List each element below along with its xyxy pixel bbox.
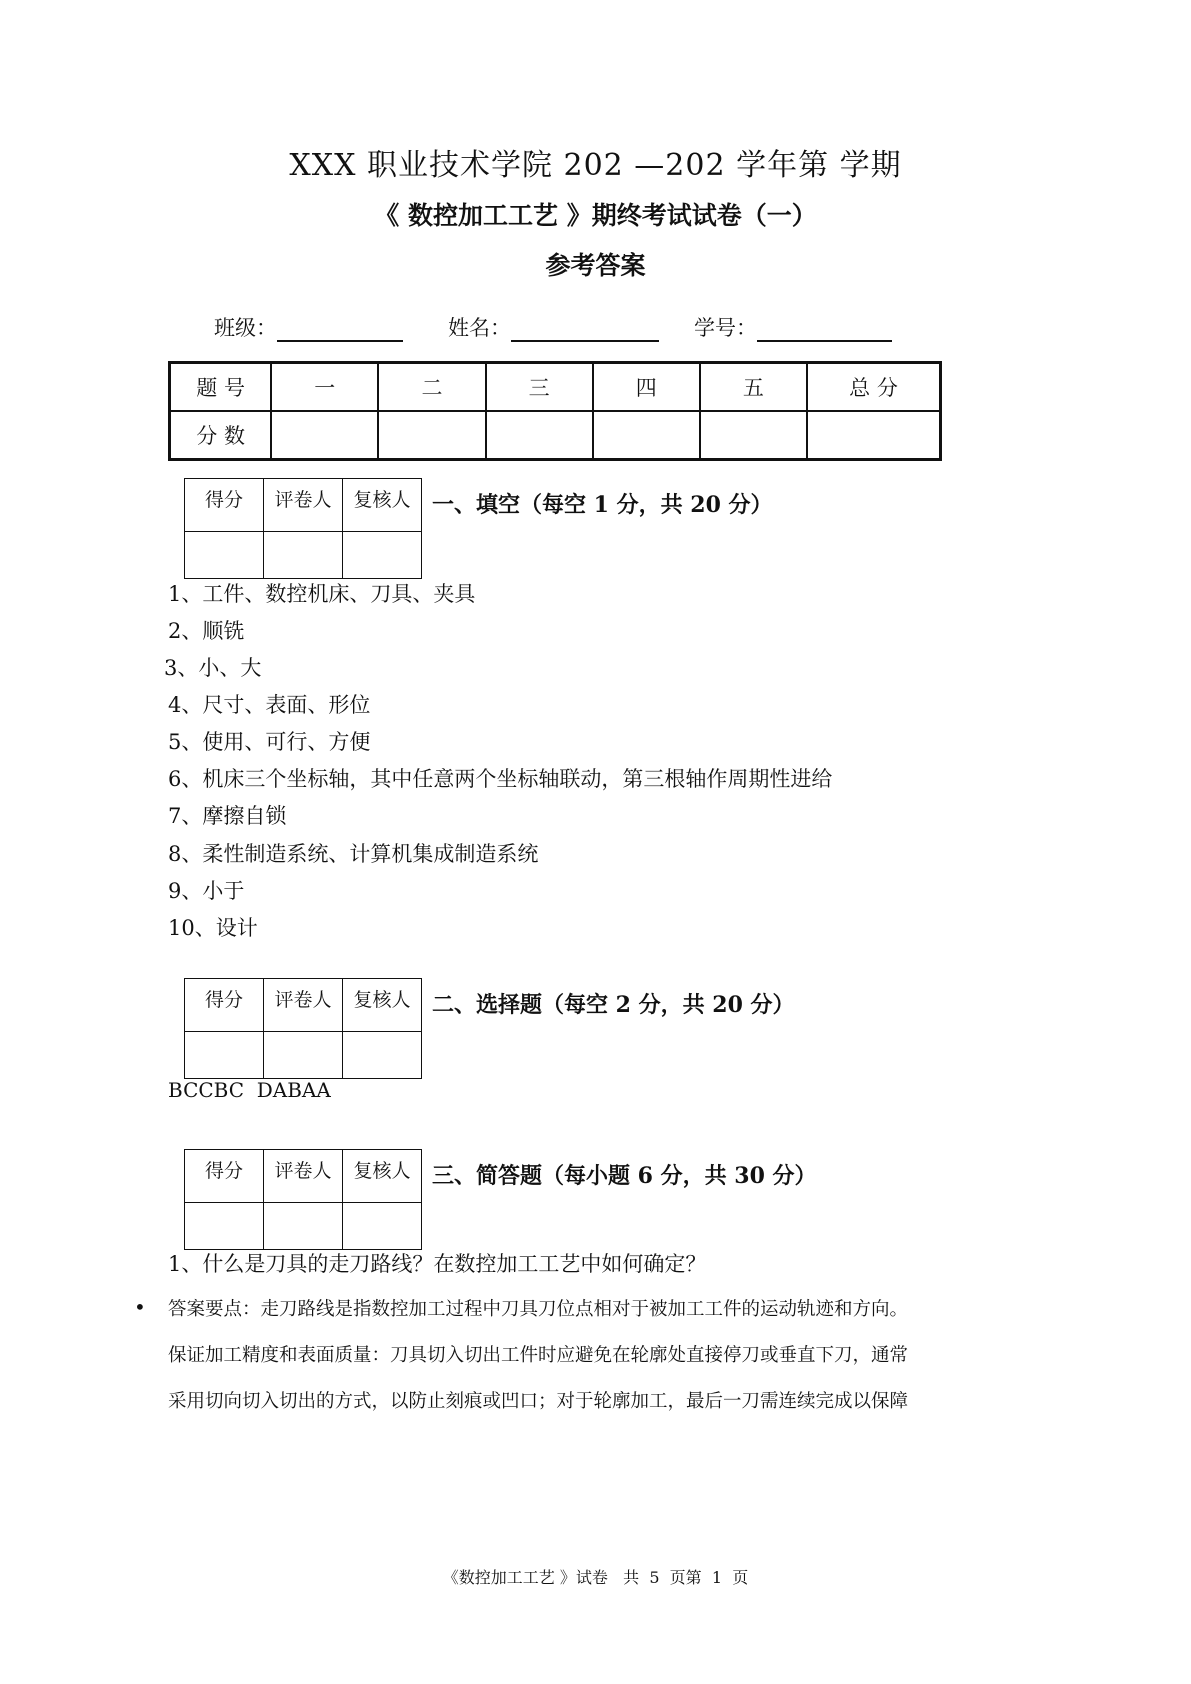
grader-table bbox=[184, 478, 422, 579]
student-id-field bbox=[694, 312, 892, 342]
grader-header: 得分 bbox=[185, 979, 264, 1032]
score-table-cell: 五 bbox=[700, 363, 807, 412]
score-table-cell: 一 bbox=[271, 363, 378, 412]
section-heading: 三、简答题（每小题 6 分，共 30 分） bbox=[432, 1163, 817, 1189]
score-table-cell: 题 号 bbox=[170, 363, 272, 412]
answer-paragraph-line: 答案要点：走刀路线是指数控加工过程中刀具刀位点相对于被加工工件的运动轨迹和方向。 bbox=[168, 1299, 909, 1320]
score-table-cell: 二 bbox=[378, 363, 485, 412]
answer-paragraph bbox=[168, 1287, 908, 1425]
score-table-cell: 分 数 bbox=[170, 411, 272, 460]
answer-line: 2、顺铣 bbox=[168, 619, 245, 643]
name-label: 姓名： bbox=[448, 316, 511, 340]
answer-line: 7、摩擦自锁 bbox=[168, 804, 287, 828]
score-table-cell bbox=[593, 411, 700, 460]
section-heading: 一、填空（每空 1 分，共 20 分） bbox=[432, 492, 773, 518]
answer-line: 3、小、大 bbox=[164, 656, 262, 680]
answer-line: 1、工件、数控机床、刀具、夹具 bbox=[168, 582, 476, 606]
score-table-cell bbox=[378, 411, 485, 460]
student-id-label: 学号： bbox=[694, 316, 757, 340]
grader-header: 评卷人 bbox=[264, 479, 343, 532]
choice-answers: BCCBC DABAA bbox=[168, 1078, 331, 1102]
grader-header: 评卷人 bbox=[264, 979, 343, 1032]
class-field bbox=[214, 312, 403, 342]
student-id-blank bbox=[757, 318, 892, 342]
answer-line: 4、尺寸、表面、形位 bbox=[168, 693, 371, 717]
grader-header: 复核人 bbox=[343, 1150, 422, 1203]
grader-header: 得分 bbox=[185, 1150, 264, 1203]
score-table bbox=[168, 361, 942, 461]
bullet-icon: • bbox=[134, 1295, 146, 1319]
grader-table bbox=[184, 1149, 422, 1250]
class-blank bbox=[277, 318, 403, 342]
answer-line: 8、柔性制造系统、计算机集成制造系统 bbox=[168, 842, 539, 866]
grader-table bbox=[184, 978, 422, 1079]
grader-header: 评卷人 bbox=[264, 1150, 343, 1203]
score-table-cell bbox=[271, 411, 378, 460]
score-table-cell: 四 bbox=[593, 363, 700, 412]
answer-line: 6、机床三个坐标轴，其中任意两个坐标轴联动，第三根轴作周期性进给 bbox=[168, 767, 833, 791]
exam-title-line1: XXX 职业技术学院 202 —202 学年第 学期 bbox=[289, 148, 902, 183]
score-table-cell bbox=[700, 411, 807, 460]
grader-header: 复核人 bbox=[343, 479, 422, 532]
score-table-cell bbox=[486, 411, 593, 460]
exam-title-line3: 参考答案 bbox=[545, 251, 646, 280]
score-table-cell bbox=[807, 411, 941, 460]
question-text: 1、什么是刀具的走刀路线？在数控加工工艺中如何确定？ bbox=[168, 1252, 707, 1276]
answer-line: 9、小于 bbox=[168, 879, 245, 903]
name-field bbox=[448, 312, 659, 342]
section-heading: 二、选择题（每空 2 分，共 20 分） bbox=[432, 992, 795, 1018]
page-footer: 《数控加工工艺 》试卷 共 5 页第 1 页 bbox=[442, 1568, 749, 1587]
score-table-cell: 三 bbox=[486, 363, 593, 412]
score-table-cell: 总 分 bbox=[807, 363, 941, 412]
name-blank bbox=[511, 318, 659, 342]
grader-header: 复核人 bbox=[343, 979, 422, 1032]
exam-title-line2: 《 数控加工工艺 》期终考试试卷（一） bbox=[374, 201, 817, 230]
class-label: 班级： bbox=[214, 316, 277, 340]
answer-line: 10、设计 bbox=[168, 916, 258, 940]
answer-paragraph-line: 采用切向切入切出的方式，以防止刻痕或凹口；对于轮廓加工，最后一刀需连续完成以保障 bbox=[168, 1391, 909, 1412]
answer-paragraph-line: 保证加工精度和表面质量：刀具切入切出工件时应避免在轮廓处直接停刀或垂直下刀，通常 bbox=[168, 1345, 909, 1366]
answer-line: 5、使用、可行、方便 bbox=[168, 730, 371, 754]
grader-header: 得分 bbox=[185, 479, 264, 532]
